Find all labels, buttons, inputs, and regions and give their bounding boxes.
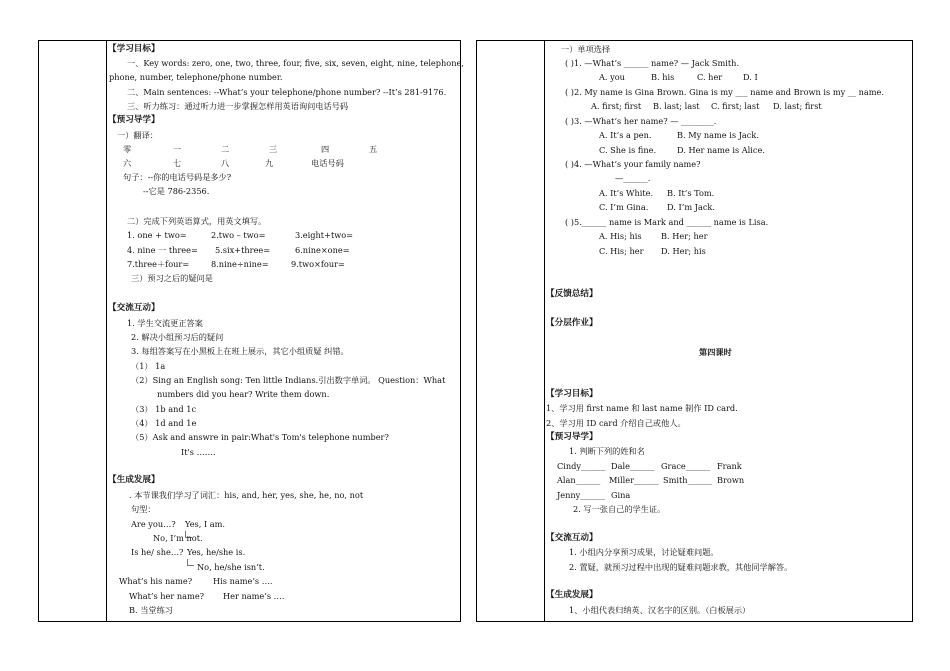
pattern-q: What’s his name?	[119, 576, 193, 586]
summary-patterns: 句型：	[131, 504, 156, 514]
name-blank: Alan______	[557, 475, 601, 485]
option: A. It’s White.	[599, 188, 654, 198]
goal-item: 1、学习用 first name 和 last name 制作 ID card.	[546, 403, 738, 413]
goal-keywords: 一、Key words: zero, one, two, three, four, five, six, seven, eight, nine, telephone,	[127, 58, 464, 68]
option: C. She is fine.	[599, 145, 657, 155]
option: B. last; last	[653, 101, 700, 111]
name-blank: Smith______	[663, 475, 713, 485]
sentence-answer: --它是 786-2356.	[143, 186, 210, 196]
num-word: 六	[123, 158, 132, 168]
option: D. last; first	[773, 101, 822, 111]
development-step: 1、小组代表归纳英、汉名字的区别。（白板展示）	[569, 605, 751, 615]
name-blank: Frank	[717, 461, 742, 471]
column-divider	[544, 41, 545, 621]
name-blank: Brown	[717, 475, 745, 485]
num-word: 电话号码	[311, 158, 344, 168]
name-blank: Jenny______	[557, 490, 605, 500]
option: A. you	[599, 72, 625, 82]
name-blank: Dale______	[611, 461, 655, 471]
option: C. His; her	[599, 246, 644, 256]
option: A. first; first	[591, 101, 642, 111]
right-page	[476, 40, 913, 622]
goal-keywords-cont: phone, number, telephone/phone number.	[109, 72, 283, 82]
brace-mark	[187, 559, 194, 566]
left-page	[38, 40, 464, 622]
interaction-step: 2. 置疑，就预习过程中出现的疑难问题求教，其他同学解答。	[569, 562, 793, 572]
pattern-a: His name’s ….	[213, 576, 273, 586]
section-title-homework: 【分层作业】	[546, 318, 598, 328]
option: B. his	[651, 72, 675, 82]
math-item: 6.nine×one=	[295, 245, 350, 255]
pattern-q: Is he/ she…?	[131, 547, 184, 557]
section-title-learning-goals: 【学习目标】	[108, 44, 160, 54]
preview-questions: 三）预习之后的疑问是	[131, 273, 213, 283]
activity-item: （3） 1b and 1c	[131, 404, 197, 414]
math-item: 5.six+three=	[215, 245, 271, 255]
num-word: 八	[221, 158, 230, 168]
column-divider	[106, 41, 107, 621]
option: B. My name is Jack.	[677, 130, 759, 140]
num-word: 七	[173, 158, 182, 168]
option: B. Her; her	[661, 231, 708, 241]
num-word: 二	[221, 144, 230, 154]
goal-item: 2、学习用 ID card 介绍自己或他人。	[546, 418, 686, 428]
goal-main-sentences: 二、Main sentences: --What’s your telephone/phone number? --It’s 281-9176.	[127, 87, 447, 97]
pattern-q: What’s her name?	[129, 591, 205, 601]
preview-task: 1. 判断下列的姓和名	[569, 446, 645, 456]
math-item: 4. nine 一 three=	[127, 245, 198, 255]
answer-blank: —______.	[615, 173, 651, 183]
pattern-a: Yes, I am.	[185, 519, 226, 529]
interaction-step: 2. 解决小组预习后的疑问	[131, 332, 224, 342]
name-blank: Grace______	[661, 461, 711, 471]
pattern-a: No, he/she isn’t.	[197, 562, 265, 572]
sentence-question: 句子：--你的电话号码是多少?	[123, 172, 232, 182]
num-word: 四	[321, 144, 330, 154]
section-title-learning-goals: 【学习目标】	[546, 389, 598, 399]
section-title-development: 【生成发展】	[546, 590, 598, 600]
section-title-development: 【生成发展】	[108, 475, 160, 485]
option: D. Her; his	[661, 246, 706, 256]
activity-item-cont: It's …….	[181, 447, 216, 457]
activity-item: （4） 1d and 1e	[131, 418, 197, 428]
lesson-title: 第四课时	[699, 347, 732, 357]
math-item: 8.nine÷nine=	[211, 259, 269, 269]
practice-label: B. 当堂练习	[129, 605, 173, 615]
activity-item: （2）Sing an English song: Ten little Indians.引出数字单词。 Question：What	[131, 375, 446, 385]
goal-listening: 三、听力练习：通过听力进一步掌握怎样用英语询问电话号码	[127, 101, 349, 111]
pattern-a: Her name’s ….	[223, 591, 285, 601]
option: D. I	[743, 72, 758, 82]
preview-task: 2. 写一张自己的学生证。	[573, 504, 666, 514]
math-item: 9.two×four=	[291, 259, 345, 269]
name-blank: Gina	[611, 490, 631, 500]
activity-item: （5）Ask and answre in pair:What's Tom's telephone number?	[131, 432, 389, 442]
option: C. first; last	[711, 101, 760, 111]
section-title-preview: 【预习导学】	[546, 432, 598, 442]
interaction-step: 1. 小组内分享预习成果，讨论疑难问题。	[569, 547, 719, 557]
option: A. It’s a pen.	[599, 130, 652, 140]
section-title-interaction: 【交流互动】	[108, 303, 160, 313]
math-item: 1. one + two=	[127, 230, 187, 240]
preview-math: 二）完成下列英语算式，用英文填写。	[127, 216, 267, 226]
exercise-title: 一）单项选择	[561, 44, 611, 54]
question-4: ( )4. —What’s your family name?	[565, 159, 701, 169]
option: A. His; his	[599, 231, 642, 241]
math-item: 3.eight+two=	[295, 230, 354, 240]
section-title-feedback: 【反馈总结】	[546, 289, 598, 299]
pattern-a: No, I’m not.	[153, 533, 203, 543]
section-title-interaction: 【交流互动】	[546, 533, 598, 543]
interaction-step: 3. 每组答案写在小黑板上在班上展示，其它小组质疑 纠错。	[131, 346, 349, 356]
math-item: 7.three＋four=	[127, 259, 190, 269]
question-2: ( )2. My name is Gina Brown. Gina is my ___ name and Brown is my __ name.	[565, 87, 884, 97]
activity-item-cont: numbers did you hear? Write them down.	[157, 389, 330, 399]
num-word: 零	[123, 144, 132, 154]
question-3: ( )3. —What’s her name? — ________.	[565, 116, 717, 126]
name-blank: Miller______	[609, 475, 659, 485]
num-word: 九	[265, 158, 274, 168]
question-5: ( )5.______ name is Mark and ______ name is Lisa.	[565, 217, 769, 227]
question-1: ( )1. —What’s ______ name? — Jack Smith.	[565, 58, 740, 68]
pattern-a: Yes, he/she is.	[187, 547, 246, 557]
option: D. Her name is Alice.	[677, 145, 765, 155]
option: C. her	[697, 72, 723, 82]
interaction-step: 1. 学生交流更正答案	[127, 318, 203, 328]
preview-translate: 一）翻译：	[117, 130, 158, 140]
num-word: 五	[369, 144, 378, 154]
option: B. It’s Tom.	[667, 188, 715, 198]
section-title-preview: 【预习导学】	[108, 115, 160, 125]
option: D. I’m Jack.	[667, 202, 715, 212]
name-blank: Cindy______	[557, 461, 606, 471]
num-word: 三	[269, 144, 278, 154]
option: C. I’m Gina.	[599, 202, 649, 212]
summary-vocab: . 本节课我们学习了词汇：his, and, her, yes, she, he, no, not	[129, 490, 364, 500]
math-item: 2.two – two=	[211, 230, 266, 240]
pattern-q: Are you…?	[131, 519, 176, 529]
num-word: 一	[173, 144, 182, 154]
activity-item: （1） 1a	[131, 361, 166, 371]
